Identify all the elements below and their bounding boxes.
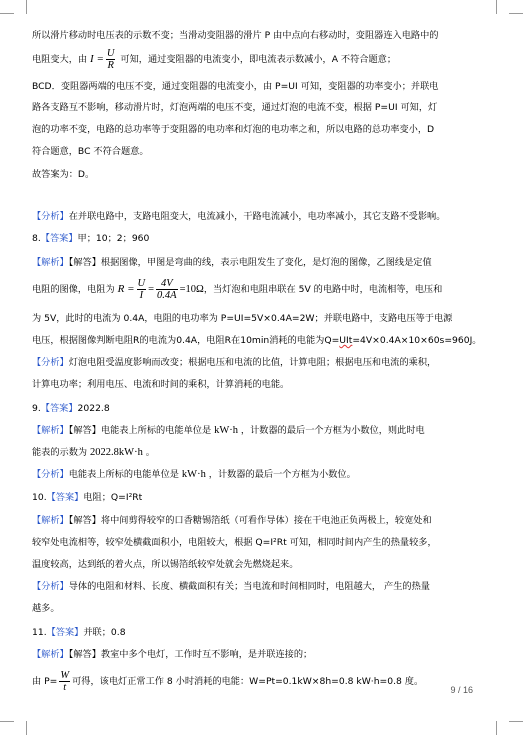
text-line: 温度较高，达到纸的着火点，所以锡箔纸较窄处就会先燃烧起来。 — [32, 559, 299, 570]
text-line: 符合题意，BC 不符合题意。 — [32, 146, 149, 157]
crop-mark-tl-h — [0, 12, 14, 14]
crop-mark-tl — [14, 0, 27, 14]
fraction — [106, 48, 116, 71]
fraction-numerator: 4V — [156, 278, 178, 290]
crop-mark-bl — [14, 721, 27, 735]
text-line: 所以滑片移动时电压表的示数不变；当滑动变阻器的滑片 P 由中点向右移动时，变阻器连入电路中的 — [32, 30, 439, 41]
solution-subtag: 【解答】 — [68, 257, 101, 268]
text-line — [32, 670, 423, 693]
question-number: 8. — [32, 233, 41, 244]
analysis-tag: 【分析】 — [32, 357, 69, 368]
formula: I = — [90, 53, 104, 65]
text-line: 越多。 — [32, 603, 60, 614]
analysis-tag: 【分析】 — [32, 211, 69, 222]
solution-subtag: 【解答】 — [68, 649, 101, 660]
text-line: 故答案为：D。 — [32, 169, 95, 180]
analysis-line — [32, 581, 430, 593]
text-span: ，计数器的最后一个方框为小数位，则此时电 — [240, 425, 425, 436]
text-span: 根据图像，甲图是弯曲的线，表示电阻发生了变化，是灯泡的图像，乙图线是定值 — [100, 257, 432, 268]
text-line: BCD．变阻器两端的电压不变，通过变阻器的电流变小，由 P=UI 可知，变阻器的功率变小；并联电 — [32, 81, 439, 92]
text-span: 电阻的图像，电阻为 — [32, 284, 115, 295]
text-line: 为 5V，此时的电流为 0.4A，电阻的电功率为 P=UI=5V×0.4A=2W；并联电路中，支路电压等于电源 — [32, 313, 453, 324]
text-span: 教室中多个电灯，工作时互不影响，是并联连接的； — [100, 649, 313, 660]
crop-mark-br-h — [509, 721, 523, 723]
text-span: 导体的电阻和材料、长度、横截面积有关；当电流和时间相同时，电阻越大， 产生的热量 — [68, 581, 430, 592]
question-number: 9. — [32, 403, 41, 414]
page-number: 9 / 16 — [450, 685, 473, 695]
solution-tag: 【解析】 — [32, 649, 69, 660]
text-span: 电能表上所标的电能单位是 — [68, 469, 179, 480]
fraction-denominator: t — [63, 682, 67, 693]
solution-tag: 【解析】 — [32, 515, 69, 526]
analysis-line — [32, 357, 436, 369]
text-span: 可得，该电灯正常工作 8 小时消耗的电能：W=Pt=0.1kW×8h=0.8 kW·h=0.8 度。 — [72, 676, 424, 687]
text-line: 泡的功率不变，电路的总功率等于变阻器的电功率和灯泡的电功率之和，所以电路的总功率变小，D — [32, 124, 435, 135]
crop-mark-tr-h — [509, 12, 523, 14]
formula: = — [148, 284, 155, 295]
text-span: 在并联电路中，支路电阻变大，电流减小，干路电流减小，电功率减小，其它支路不受影响。 — [68, 211, 446, 222]
text-span: 电阻变大，由 — [32, 54, 88, 65]
answer-line — [32, 233, 149, 245]
text-line: 路各支路互不影响，移动滑片时，灯泡两端的电压不变，通过灯泡的电流不变，根据 P=UI 可知，灯 — [32, 102, 438, 113]
answer-tag: 【答案】 — [40, 233, 78, 244]
text-span: 灯泡电阻受温度影响而改变；根据电压和电流的比值，计算电阻；根据电压和电流的乘积， — [68, 357, 437, 368]
solution-tag: 【解析】 — [32, 425, 69, 436]
solution-line — [32, 649, 312, 661]
analysis-tag: 【分析】 — [32, 469, 69, 480]
analysis-line — [32, 469, 356, 481]
crop-mark-bl-h — [0, 721, 14, 723]
fraction-denominator: 0.4A — [157, 290, 177, 301]
fraction — [156, 278, 178, 301]
crop-mark-tr — [496, 0, 509, 14]
text-span: 由 P= — [32, 676, 58, 687]
solution-tag: 【解析】 — [32, 257, 69, 268]
fraction-denominator: I — [139, 290, 144, 301]
solution-subtag: 【解答】 — [68, 515, 101, 526]
crop-mark-br — [496, 721, 509, 735]
text-span: 可知，通过变阻器的电流变小，即电流表示数减小，A 不符合题意； — [120, 54, 397, 65]
solution-line — [32, 515, 432, 527]
fraction-numerator: U — [106, 48, 115, 59]
underlined-text: UIt — [339, 335, 353, 346]
fraction — [59, 670, 70, 693]
text-span: 能表的示数为 — [32, 447, 88, 458]
unit-text: kW·h — [214, 425, 238, 436]
question-number: 11. — [32, 627, 47, 638]
fraction — [137, 278, 147, 301]
analysis-tag: 【分析】 — [32, 581, 69, 592]
text-span: ，当灯泡和电阻串联在 5V 的电路中时，电流相等，电压和 — [203, 284, 443, 295]
answer-text: 电阻；Q=I²Rt — [83, 492, 143, 503]
text-span: ，计数器的最后一个方框为小数位。 — [208, 469, 356, 480]
text-span: 。 — [145, 447, 155, 458]
answer-text: 并联；0.8 — [83, 627, 126, 638]
answer-line — [32, 492, 142, 504]
text-line — [32, 48, 396, 71]
text-line — [32, 278, 442, 301]
answer-text: 甲；10；2；960 — [77, 233, 150, 244]
fraction-numerator: W — [60, 670, 70, 681]
solution-line — [32, 425, 425, 437]
text-line — [32, 447, 155, 459]
answer-tag: 【答案】 — [46, 627, 84, 638]
fraction-denominator: R — [107, 60, 114, 71]
solution-subtag: 【解答】 — [68, 425, 101, 436]
answer-tag: 【答案】 — [40, 403, 78, 414]
answer-text: 2022.8 — [77, 403, 110, 414]
text-span: 电压，根据图像判断电阻R的电流为0.4A，电阻R在10min消耗的电能为Q= — [32, 335, 340, 346]
analysis-line — [32, 211, 445, 223]
solution-line — [32, 257, 432, 269]
unit-text: kW·h — [181, 469, 206, 480]
formula: =10Ω — [179, 284, 204, 295]
answer-line — [32, 403, 110, 415]
text-span: =4V×0.4A×10×60s=960J。 — [352, 335, 482, 346]
fraction-numerator: U — [137, 278, 146, 289]
text-span: 将中间剪得较窄的口香糖锡箔纸（可看作导体）接在干电池正负两极上，较宽处和 — [100, 515, 432, 526]
text-line — [32, 335, 481, 347]
answer-tag: 【答案】 — [46, 492, 84, 503]
meter-reading: 2022.8kW·h — [90, 447, 143, 458]
text-span: 电能表上所标的电能单位是 — [100, 425, 212, 436]
formula: R = — [117, 283, 135, 295]
text-line: 较窄处电流相等，较窄处横截面积小，电阻较大，根据 Q=I²Rt 可知，相同时间内产生的热量较多， — [32, 537, 437, 548]
question-number: 10. — [32, 492, 47, 503]
answer-line — [32, 627, 126, 639]
text-line: 计算电功率；利用电压、电流和时间的乘积，计算消耗的电能。 — [32, 379, 290, 390]
